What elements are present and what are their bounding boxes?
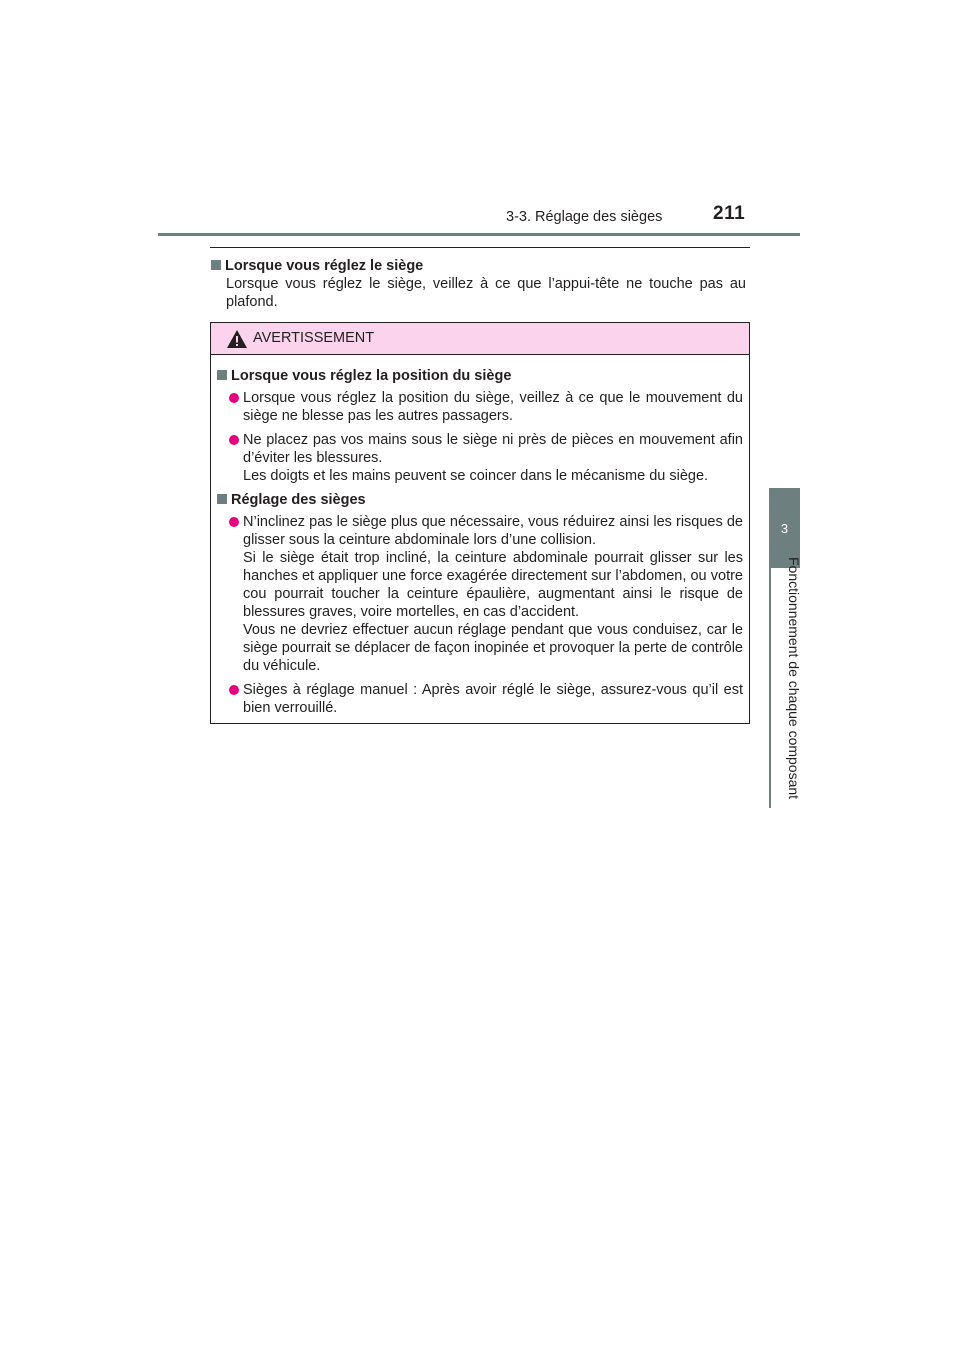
intro-heading-text: Lorsque vous réglez le siège [225, 258, 424, 274]
bullet-text: Les doigts et les mains peuvent se coincer dans le mécanisme du siège. [243, 468, 709, 484]
warning-section-heading-text: Réglage des sièges [231, 492, 366, 508]
chapter-title: Fonctionnement de chaque composant [786, 556, 802, 800]
round-bullet-icon [229, 517, 239, 527]
bullet-text: Sièges à réglage manuel : Après avoir réglé le siège, assurez-vous qu’il est bien verrouillé. [243, 682, 743, 716]
warning-box [210, 322, 750, 724]
warning-triangle-icon [226, 329, 248, 354]
warning-section-heading-text: Lorsque vous réglez la position du siège [231, 368, 512, 384]
round-bullet-icon [229, 685, 239, 695]
warning-label: AVERTISSEMENT [253, 330, 375, 346]
header-divider [158, 233, 800, 236]
bullet-text: N’inclinez pas le siège plus que nécessaire, vous réduirez ainsi les risques de glisser sous la ceinture abdominale lors d’une collision. [243, 514, 743, 548]
intro-heading [211, 257, 746, 275]
intro-section [211, 257, 746, 311]
warning-section-heading [217, 367, 743, 385]
warning-section-heading [217, 491, 743, 509]
warning-bullet [217, 431, 743, 485]
warning-bullet [217, 389, 743, 425]
bullet-text: Si le siège était trop incliné, la ceinture abdominale pourrait glisser sur les hanches et appliquer une force exagérée directement sur l’abdomen, ou votre cou pourrait toucher la ceinture épaulière, augmentant ainsi le risque de blessures graves, voire mortelles, en cas d’accident. [243, 550, 743, 620]
bullet-text: Lorsque vous réglez la position du siège, veillez à ce que le mouvement du siège ne blesse pas les autres passagers. [243, 390, 743, 424]
chapter-number: 3 [780, 520, 789, 536]
warning-bullet [217, 513, 743, 675]
square-bullet-icon [217, 370, 227, 380]
page-number: 211 [713, 203, 746, 224]
warning-body [211, 355, 749, 717]
section-title: 3-3. Réglage des sièges [506, 209, 663, 225]
square-bullet-icon [217, 494, 227, 504]
intro-text: Lorsque vous réglez le siège, veillez à ce que l’appui-tête ne touche pas au plafond. [226, 276, 746, 310]
bullet-text: Ne placez pas vos mains sous le siège ni près de pièces en mouvement afin d’éviter les blessures. [243, 432, 743, 466]
round-bullet-icon [229, 393, 239, 403]
square-bullet-icon [211, 260, 221, 270]
warning-bullet [217, 681, 743, 717]
content-divider [210, 247, 750, 248]
warning-header [211, 323, 749, 355]
round-bullet-icon [229, 435, 239, 445]
bullet-text: Vous ne devriez effectuer aucun réglage pendant que vous conduisez, car le siège pourrait se déplacer de façon inopinée et provoquer la perte de contrôle du véhicule. [243, 622, 743, 674]
chapter-tab-line [769, 568, 771, 808]
